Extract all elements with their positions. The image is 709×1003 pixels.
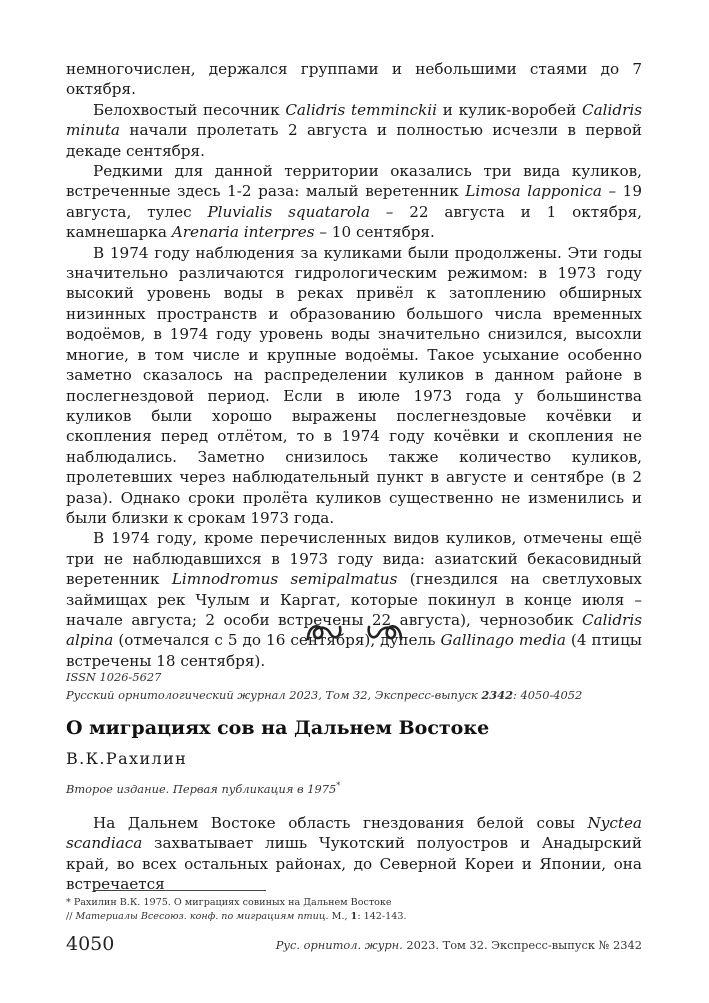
footnote-line-1: * Рахилин В.К. 1975. О миграциях совиных на Дальнем Востоке <box>66 897 392 908</box>
footnote-divider <box>94 890 266 891</box>
species-name: Calidris alpina <box>66 610 642 650</box>
article-title: О миграциях сов на Дальнем Востоке <box>66 717 490 739</box>
body-paragraph <box>66 243 642 529</box>
text-run: (гнездился на светлуховых займищах рек Чулым и Каргат, которые покинул в конце июля – начале августа; 2 особи встречены 22 августа), чернозобик <box>66 570 643 629</box>
running-footer: Рус. орнитол. журн. 2023. Том 32. Экспресс-выпуск № 2342 <box>275 938 642 952</box>
species-name: Gallinago media <box>440 631 566 650</box>
ornament-right-icon <box>365 618 405 653</box>
text-run: и кулик-воробей <box>437 100 582 119</box>
species-name: Limosa lapponica <box>465 182 602 201</box>
edition-note: Второе издание. Первая публикация в 1975* <box>66 781 341 796</box>
article-author: В.К.Рахилин <box>66 749 188 768</box>
ornament-left-icon <box>304 618 344 653</box>
text-run: (отмечался с 5 до 16 сентября), дупель <box>113 631 441 650</box>
text-run: – 10 сентября. <box>314 223 435 242</box>
intro-text <box>66 813 642 895</box>
journal-citation: Русский орнитологический журнал 2023, Том 32, Экспресс-выпуск 2342: 4050-4052 <box>66 688 583 702</box>
species-name: Calidris minuta <box>66 100 642 140</box>
text-run: начали пролетать 2 августа и полностью исчезли в первой декаде сентября. <box>66 121 642 160</box>
text-run: – 19 августа, тулес <box>66 182 642 221</box>
text-run: В 1974 году, кроме перечисленных видов куликов, отмечены ещё три не наблюдавшихся в 1973 году вида: азиатский бекасовидный веретенник <box>66 529 642 589</box>
text-run: Редкими для данной территории оказались три вида куликов, встреченные здесь 1-2 раза: малый веретенник <box>66 162 642 201</box>
species-name: Pluvialis squatarola <box>207 202 370 221</box>
footnote-mark: * <box>336 781 341 790</box>
text-run: На Дальнем Востоке область гнездования белой совы <box>93 814 588 832</box>
species-name: Nyctea scandiaca <box>66 814 642 853</box>
text-run: немногочислен, держался группами и небольшими стаями до 7 октября. <box>66 60 642 99</box>
footnote-line-2: // Материалы Всесоюз. конф. по миграциям птиц. М., 1: 142-143. <box>66 911 407 922</box>
species-name: Limnodromus semipalmatus <box>171 570 398 589</box>
species-name: Arenaria interpres <box>171 223 315 242</box>
body-paragraph <box>66 59 642 100</box>
text-run: В 1974 году наблюдения за куликами были продолжены. Эти годы значительно различаются гидрологическим режимом: в 1973 году высокий уровень воды в реках привёл к затоплению обширных низинных пространств и образованию большого числа временных водоёмов, в 1974 году уровень воды значительно снизился, высохли многие, в том числе и крупные водоёмы. Такое усыхание особенно заметно сказалось на распределении куликов в данном районе в послегнездовой период. Если в июле 1973 года у большинства куликов были хорошо выражены послегнездовые кочёвки и скопления перед отлётом, то в 1974 году кочёвки и скопления не наблюдались. Заметно снизилось также количество куликов, пролетевших через наблюдательный пункт в августе и сентябре (в 2 раза). Однако сроки пролёта куликов существенно не изменились и были близки к срокам 1973 года. <box>66 243 642 527</box>
text-run: – 22 августа и 1 октября, камнешарка <box>66 202 642 242</box>
text-run: (4 птицы встречены 18 сентября). <box>66 631 643 670</box>
issn-line: ISSN 1026-5627 <box>66 670 162 684</box>
intro-paragraph <box>66 813 642 895</box>
body-paragraph <box>66 100 642 161</box>
page-number: 4050 <box>66 933 115 955</box>
text-run: захватывает лишь Чукотский полуостров и Анадырский край, во всех остальных районах, до Северной Кореи и Японии, она встречается <box>66 834 642 894</box>
text-run: Белохвостый песочник <box>93 100 286 119</box>
body-paragraph <box>66 161 642 243</box>
section-ornament <box>0 618 709 653</box>
species-name: Calidris temminckii <box>285 100 438 119</box>
body-text <box>66 59 642 671</box>
